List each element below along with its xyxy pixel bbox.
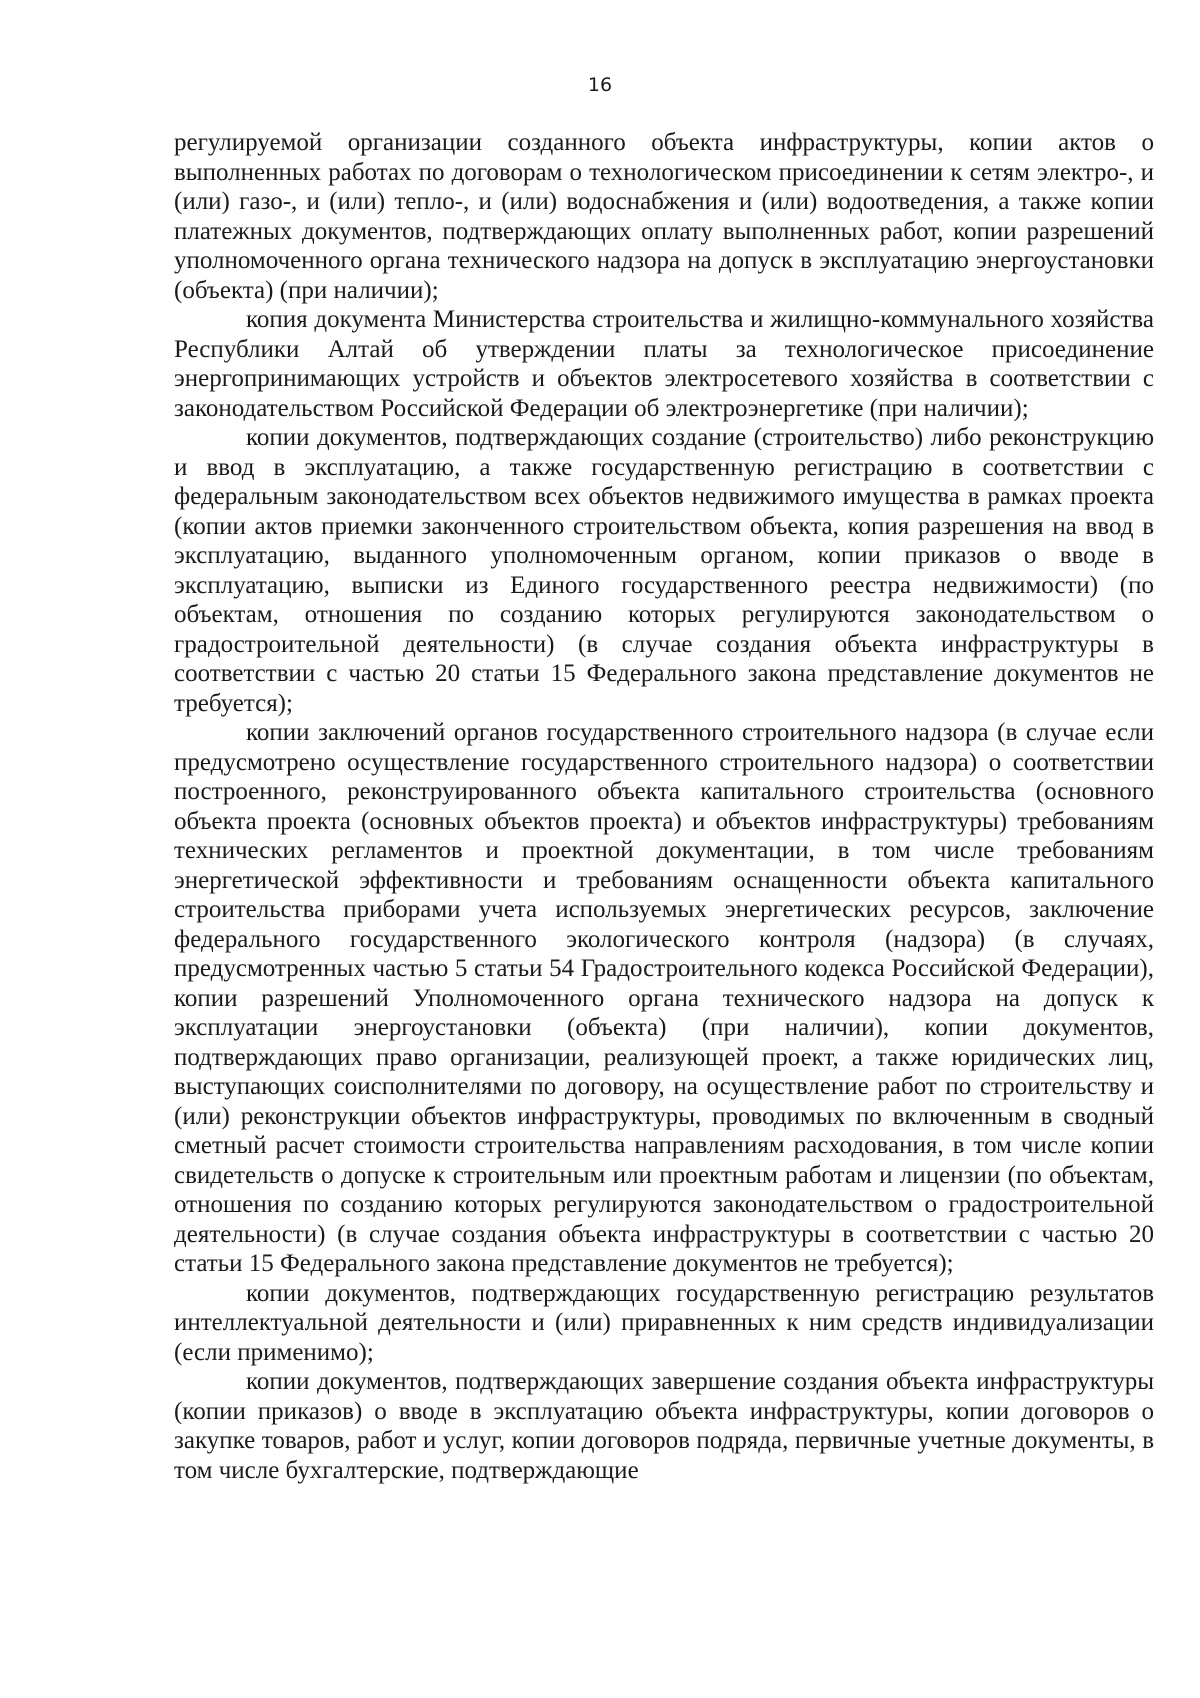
paragraph-intellectual-property: копии документов, подтверждающих государственную регистрацию результатов интеллектуальной деятельности и (или) приравненных к ним средств индивидуализации (если применимо); — [174, 1279, 1154, 1366]
document-body — [174, 128, 1154, 1485]
paragraph-construction-documents: копии документов, подтверждающих создание (строительство) либо реконструкцию и ввод в эксплуатацию, а также государственную регистрацию в соответствии с федеральным законодательством всех объектов недвижимого имущества в рамках проекта (копии актов приемки законченного строительством объекта, копия разрешения на ввод в эксплуатацию, выданного уполномоченным органом, копии приказов о вводе в эксплуатацию, выписки из Единого государственного реестра недвижимости) (по объектам, отношения по созданию которых регулируются законодательством о градостроительной деятельности) (в случае создания объекта инфраструктуры в соответствии с частью 20 статьи 15 Федерального закона представление документов не требуется); — [174, 424, 1154, 717]
page-number: 16 — [587, 74, 613, 96]
paragraph-completion-documents: копии документов, подтверждающих завершение создания объекта инфраструктуры (копии приказов) о вводе в эксплуатацию объекта инфраструктуры, копии договоров о закупке товаров, работ и услуг, копии договоров подряда, первичные учетные документы, в том числе бухгалтерские, подтверждающие — [174, 1368, 1154, 1484]
paragraph-ministry-document: копия документа Министерства строительства и жилищно-коммунального хозяйства Республики Алтай об утверждении платы за технологическое присоединение энергопринимающих устройств и объектов электросетевого хозяйства в соответствии с законодательством Российской Федерации об электроэнергетике (при наличии); — [174, 306, 1154, 422]
paragraph-supervision-conclusions: копии заключений органов государственного строительного надзора (в случае если предусмотрено осуществление государственного строительного надзора) о соответствии построенного, реконструированного объекта капитального строительства (основного объекта проекта (основных объектов проекта) и объектов инфраструктуры) требованиям технических регламентов и проектной документации, в том числе требованиям энергетической эффективности и требованиям оснащенности объекта капитального строительства приборами учета используемых энергетических ресурсов, заключение федерального государственного экологического контроля (надзора) (в случаях, предусмотренных частью 5 статьи 54 Градостроительного кодекса Российской Федерации), копии разрешений Уполномоченного органа технического надзора на допуск к эксплуатации энергоустановки (объекта) (при наличии), копии документов, подтверждающих право организации, реализующей проект, а также юридических лиц, выступающих соисполнителями по договору, на осуществление работ по строительству и (или) реконструкции объектов инфраструктуры, проводимых по включенным в сводный сметный расчет стоимости строительства направлениям расходования, в том числе копии свидетельств о допуске к строительным или проектным работам и лицензии (по объектам, отношения по созданию которых регулируются законодательством о градостроительной деятельности) (в случае создания объекта инфраструктуры в соответствии с частью 20 статьи 15 Федерального закона представление документов не требуется); — [174, 719, 1154, 1277]
paragraph-infrastructure-acts: регулируемой организации созданного объекта инфраструктуры, копии актов о выполненных работах по договорам о технологическом присоединении к сетям электро-, и (или) газо-, и (или) тепло-, и (или) водоснабжения и (или) водоотведения, а также копии платежных документов, подтверждающих оплату выполненных работ, копии разрешений уполномоченного органа технического надзора на допуск в эксплуатацию энергоустановки (объекта) (при наличии); — [174, 129, 1154, 304]
